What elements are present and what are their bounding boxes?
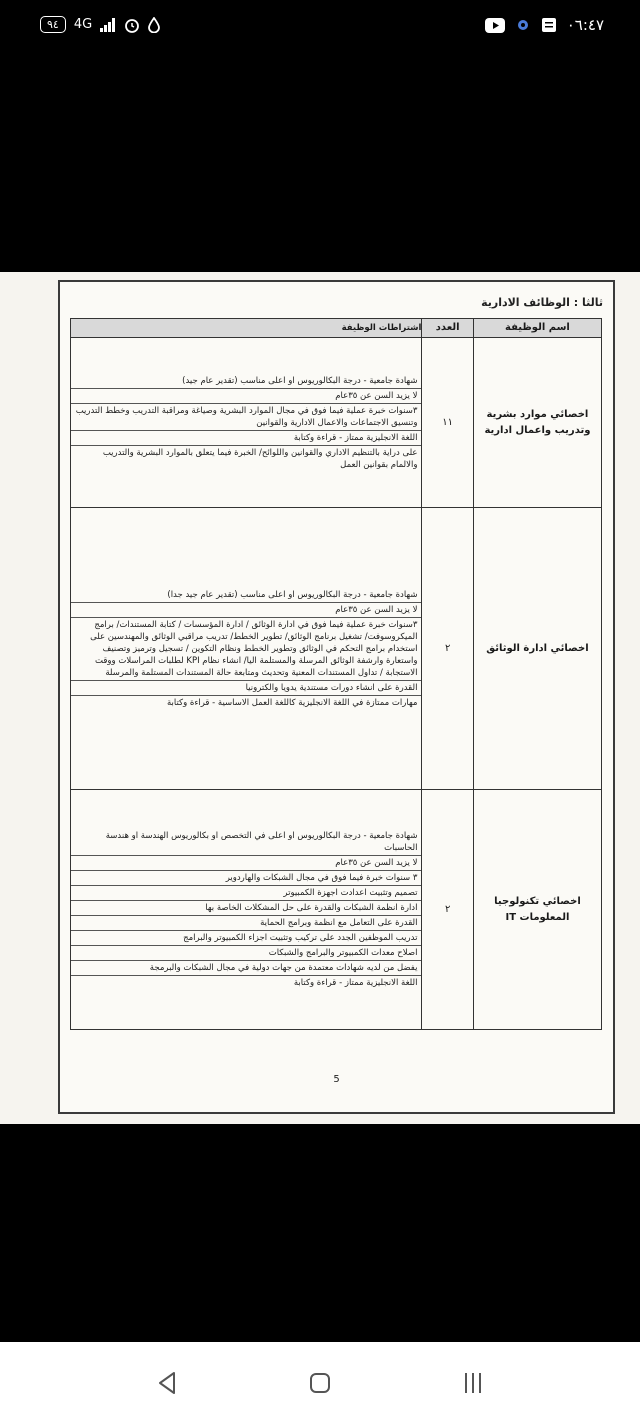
status-time: ٠٦:٤٧	[566, 16, 604, 34]
requirement-item: ٣ سنوات خبرة فيما فوق في مجال الشبكات والهاردوير	[71, 871, 421, 886]
job-requirements	[71, 790, 422, 1030]
document-page	[58, 280, 615, 1114]
job-requirements	[71, 338, 422, 508]
job-count: ١١	[422, 338, 473, 508]
battery-icon: ٩٤	[40, 16, 66, 33]
requirement-item: اصلاح معدات الكمبيوتر والبرامج والشبكات	[71, 946, 421, 961]
requirement-item: شهادة جامعية - درجة البكالوريوس او اعلى مناسب (تقدير عام جيد جدا)	[71, 588, 421, 603]
alarm-icon	[124, 17, 140, 33]
signal-icon	[100, 18, 116, 32]
requirement-item: القدرة على التعامل مع انظمة وبرامج الحماية	[71, 916, 421, 931]
header-count: العدد	[422, 319, 473, 338]
table-row	[71, 508, 602, 790]
job-name: اخصائي ادارة الوثائق	[473, 508, 601, 790]
job-requirements	[71, 508, 422, 790]
requirement-item: تصميم وتثبيت اعدادت اجهزة الكمبيوتر	[71, 886, 421, 901]
page-number: 5	[333, 1074, 340, 1085]
job-name: اخصائي تكنولوجيا المعلومات IT	[473, 790, 601, 1030]
requirement-item: على دراية بالتنظيم الاداري والقوانين واللوائح/ الخبرة فيما يتعلق بالموارد البشرية والتدريب والالمام بقوانين العمل	[102, 447, 418, 470]
message-icon	[541, 17, 557, 33]
requirement-item: لا يزيد السن عن ٣٥عام	[71, 603, 421, 618]
jobs-table	[70, 318, 602, 1030]
requirement-item: القدرة على انشاء دورات مستندية يدويا والكترونيا	[71, 681, 421, 696]
requirement-item: ٣سنوات خبرة عملية فيما فوق في ادارة الوثائق / ادارة المؤسسات / كتابة المستندات/ برامج الميكروسوفت/ تشغيل برنامج الوثائق/ تطوير الخطط/ تدريب مراقبي الوثائق والمهندسين على استخدام برامج التحكم في الوثائق وتطوير الخطط ونظام التكوين / تسجيل وترميز وتصنيف واستعارة وارشفة الوثائق المرسلة والمستلمة اليا/ انشاء نظام KPI لطلبات المراسلات ووقت الاستجابة / تداول المستندات المعنية وتحديث ومتابعة حالة المستندات المستلمة والمرسلة	[71, 618, 421, 681]
section-title: ثالثا : الوظائف الادارية	[481, 296, 603, 309]
requirement-item: لا يزيد السن عن ٣٥عام	[71, 856, 421, 871]
header-job-name: اسم الوظيفة	[473, 319, 601, 338]
home-icon[interactable]	[305, 1368, 335, 1398]
table-header-row	[71, 319, 602, 338]
requirement-item: شهادة جامعية - درجة البكالوريوس او اعلى مناسب (تقدير عام جيد)	[71, 374, 421, 389]
table-row	[71, 790, 602, 1030]
job-name: اخصائي موارد بشرية وتدريب واعمال ادارية	[473, 338, 601, 508]
header-requirements: اشتراطات الوظيفة	[71, 319, 422, 338]
requirement-item: لا يزيد السن عن ٣٥عام	[71, 389, 421, 404]
requirement-item: ادارة انظمة الشبكات والقدرة على حل المشكلات الخاصة بها	[71, 901, 421, 916]
table-row	[71, 338, 602, 508]
requirement-item: ٣سنوات خبرة عملية فيما فوق في مجال الموارد البشرية وصياغة ومراقبة التدريب وخطط التدريب وتنسيق الاجتماعات والاعمال الادارية والقوانين	[71, 404, 421, 431]
youtube-icon	[485, 18, 505, 33]
back-icon[interactable]	[152, 1368, 182, 1398]
status-bar	[0, 0, 640, 56]
navigation-bar	[0, 1342, 640, 1422]
gear-icon	[515, 17, 531, 33]
requirement-item: اللغة الانجليزية ممتاز - قراءة وكتابة	[293, 978, 418, 988]
requirement-item: يفضل من لديه شهادات معتمدة من جهات دولية في مجال الشبكات والبرمجة	[71, 961, 421, 976]
requirement-item: شهادة جامعية - درجة البكالوريوس او اعلى في التخصص او بكالوريوس الهندسة او هندسة الحاسبات	[71, 829, 421, 856]
drop-icon	[148, 17, 160, 33]
requirement-item: مهارات ممتازة في اللغة الانجليزية كاللغة العمل الاساسية - قراءة وكتابة	[166, 697, 418, 708]
job-count: ٢	[422, 508, 473, 790]
status-right	[485, 16, 604, 34]
document-photo	[0, 272, 640, 1124]
recents-icon[interactable]	[458, 1368, 488, 1398]
network-label: 4G	[73, 17, 93, 32]
requirement-item: اللغة الانجليزية ممتاز - قراءة وكتابة	[71, 431, 421, 446]
status-left	[40, 16, 160, 33]
requirement-item: تدريب الموظفين الجدد على تركيب وتثبيت اجزاء الكمبيوتر والبرامج	[71, 931, 421, 946]
job-count: ٢	[422, 790, 473, 1030]
